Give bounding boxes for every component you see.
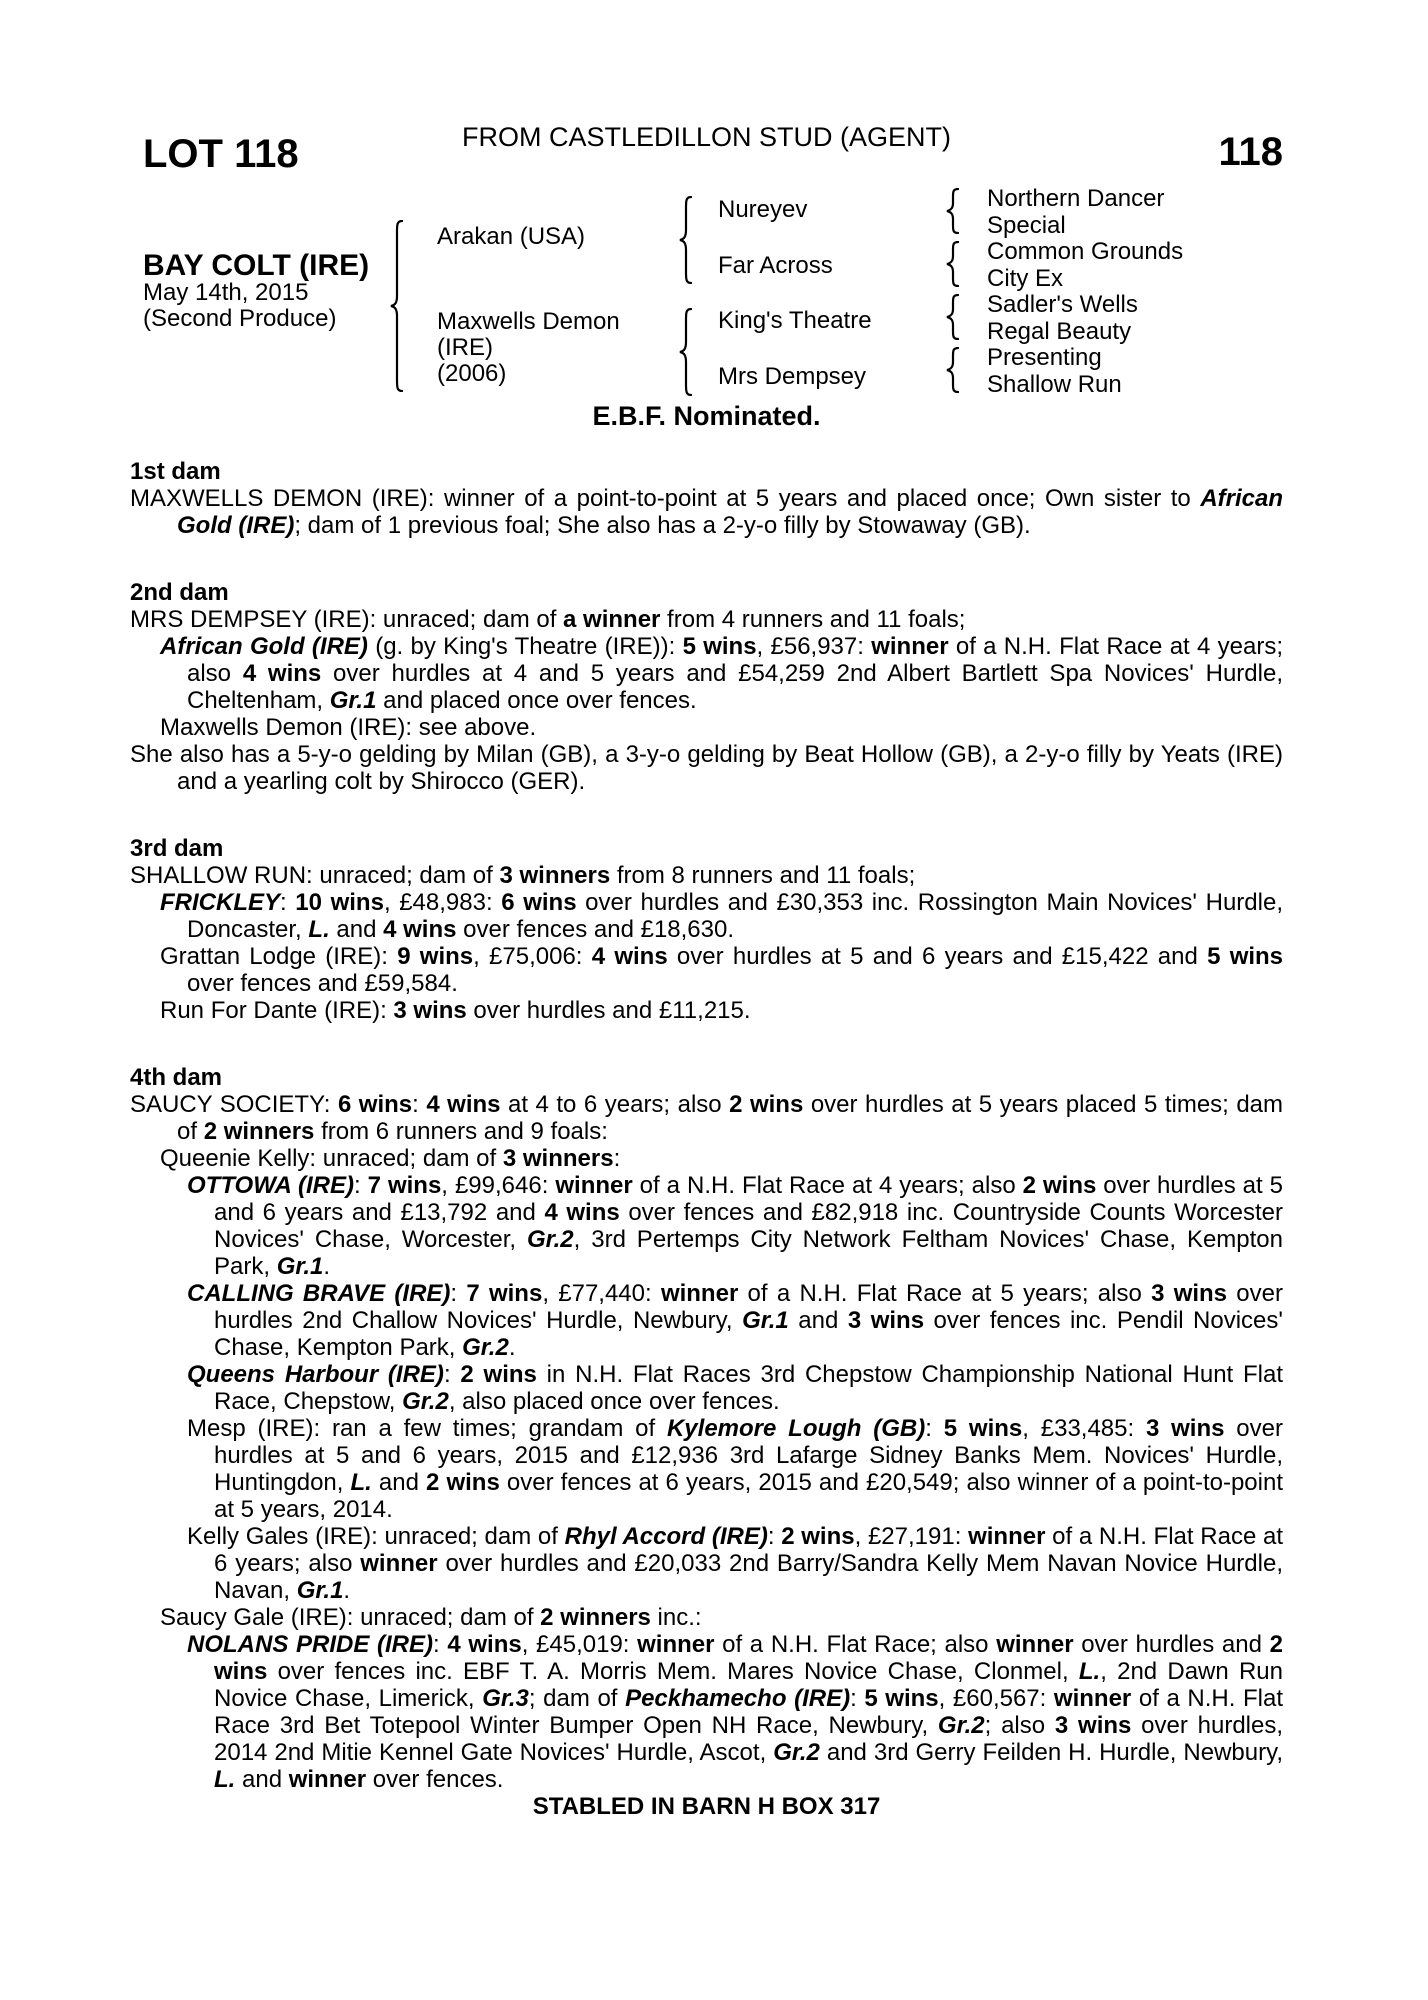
text-segment: : [353, 1172, 368, 1199]
text-segment: of a N.H. Flat Race at 6 years; also [214, 1523, 1284, 1577]
text-segment: L. [214, 1766, 236, 1793]
pedigree-text-paragraph [130, 1604, 1283, 1631]
gen4-name: Shallow Run [987, 371, 1122, 398]
ebf-nominated-note: E.B.F. Nominated. [592, 401, 821, 431]
text-segment: Kylemore Lough (GB) [666, 1415, 926, 1442]
text-segment: 7 wins [466, 1280, 543, 1307]
text-segment: FRICKLEY [160, 889, 280, 916]
text-segment: , £48,983: [383, 889, 502, 916]
text-segment: 3 wins [1151, 1280, 1228, 1307]
pedigree-brace [946, 294, 959, 340]
text-segment: over hurdles at 5 and 6 years and £13,792 and [214, 1172, 1284, 1226]
text-segment: 3 wins [847, 1307, 925, 1334]
subject-name: BAY COLT (IRE) [143, 249, 370, 282]
pedigree-text-paragraph [130, 943, 1283, 997]
text-segment: and placed once over fences. [376, 687, 697, 714]
text-segment: in N.H. Flat Races 3rd Chepstow Championship National Hunt Flat Race, Chepstow, [214, 1361, 1284, 1415]
text-segment: : [450, 1280, 467, 1307]
text-segment: Gr.1 [296, 1577, 344, 1604]
text-segment: Gr.1 [276, 1253, 324, 1280]
catalogue-body [130, 458, 1283, 1820]
text-segment: 2 wins [1022, 1172, 1097, 1199]
text-segment: Queens Harbour (IRE) [187, 1361, 444, 1388]
pedigree-brace [679, 196, 692, 284]
text-segment: . [323, 1253, 331, 1280]
text-segment: (g. by King's Theatre (IRE)): [367, 633, 683, 660]
dam-section-heading: 1st dam [130, 458, 221, 485]
text-segment: African Gold (IRE) [160, 633, 368, 660]
pedigree-text-paragraph [130, 1145, 1283, 1172]
text-segment: 3 wins [393, 997, 467, 1024]
text-segment: SAUCY SOCIETY: [130, 1091, 338, 1118]
pedigree-text-paragraph [130, 997, 1283, 1024]
gen3-dam-sire: King's Theatre [718, 307, 872, 334]
text-segment: and [235, 1766, 289, 1793]
text-segment: 2 wins [729, 1091, 804, 1118]
dam-name-line2: (IRE) [437, 334, 493, 361]
text-segment: winner [871, 633, 949, 660]
text-segment: , 3rd Pertemps City Network Feltham Novices' Chase, Kempton Park, [214, 1226, 1284, 1280]
text-segment: winner [637, 1631, 715, 1658]
text-segment: : [280, 889, 296, 916]
text-segment: SHALLOW RUN: unraced; dam of [130, 862, 500, 889]
text-segment: winner [968, 1523, 1046, 1550]
text-segment: over hurdles and [1073, 1631, 1270, 1658]
text-segment: 9 wins [397, 943, 474, 970]
pedigree-text-paragraph [130, 862, 1283, 889]
text-segment: : [443, 1361, 461, 1388]
text-segment: ; dam of [528, 1685, 626, 1712]
text-segment: winner [555, 1172, 633, 1199]
text-segment: : [850, 1685, 865, 1712]
text-segment: OTTOWA (IRE) [187, 1172, 354, 1199]
text-segment: 2 winners [540, 1604, 651, 1631]
pedigree-brace [679, 308, 692, 396]
gen4-name: Special [987, 212, 1066, 239]
text-segment: 5 wins [943, 1415, 1023, 1442]
pedigree-text-paragraph [130, 741, 1283, 795]
text-segment: winner [360, 1550, 438, 1577]
text-segment: , £75,006: [473, 943, 592, 970]
text-segment: 10 wins [295, 889, 384, 916]
gen3-dam-dam: Mrs Dempsey [718, 363, 867, 390]
dam-name-line3: (2006) [437, 360, 507, 387]
gen4-name: City Ex [987, 265, 1064, 292]
text-segment: 4 wins [426, 1091, 501, 1118]
text-segment: Gr.3 [482, 1685, 529, 1712]
text-segment: and [329, 916, 384, 943]
text-segment: and [371, 1469, 427, 1496]
pedigree-text-paragraph [130, 1631, 1283, 1793]
text-segment: ; also [984, 1712, 1055, 1739]
text-segment: a winner [563, 606, 661, 633]
text-segment: , 2nd Dawn Run Novice Chase, Limerick, [214, 1658, 1283, 1712]
pedigree-text-paragraph [130, 1280, 1283, 1361]
text-segment: Gr.2 [526, 1226, 574, 1253]
text-segment: : [767, 1523, 782, 1550]
consignor-line: FROM CASTLEDILLON STUD (AGENT) [461, 122, 952, 152]
text-segment: . [508, 1334, 516, 1361]
sire-name: Arakan (USA) [437, 223, 586, 250]
text-segment: over hurdles, 2014 2nd Mitie Kennel Gate Novices' Hurdle, Ascot, [214, 1712, 1284, 1766]
text-segment: , £33,485: [1022, 1415, 1146, 1442]
text-segment: Maxwells Demon (IRE): see above. [160, 714, 537, 741]
pedigree-text-paragraph [130, 1523, 1283, 1604]
text-segment: : [433, 1631, 448, 1658]
pedigree-brace [946, 188, 959, 234]
text-segment: , also placed once over fences. [448, 1388, 780, 1415]
pedigree-brace [946, 241, 959, 287]
text-segment: 4 wins [544, 1199, 620, 1226]
text-segment: over hurdles and £20,033 2nd Barry/Sandra Kelly Mem Navan Novice Hurdle, Navan, [214, 1550, 1283, 1604]
text-segment: L. [350, 1469, 372, 1496]
pedigree-brace [390, 220, 403, 392]
text-segment: She also has a 5-y-o gelding by Milan (GB), a 3-y-o gelding by Beat Hollow (GB), a 2-y-o filly by Yeats (IRE) and a yearling colt by Shirocco (GER). [130, 741, 1283, 795]
gen3-sire-dam: Far Across [718, 252, 833, 279]
pedigree-text-paragraph [130, 714, 1283, 741]
dam-section-heading: 2nd dam [130, 579, 229, 606]
gen4-name: Sadler's Wells [987, 291, 1138, 318]
text-segment: , £99,646: [441, 1172, 556, 1199]
text-segment: 6 wins [337, 1091, 413, 1118]
text-segment: NOLANS PRIDE (IRE) [187, 1631, 433, 1658]
pedigree-text-paragraph [130, 1415, 1283, 1523]
text-segment: over fences at 6 years, 2015 and £20,549; also winner of a point-to-point at 5 years, 2014. [214, 1469, 1283, 1523]
text-segment: Gr.2 [462, 1334, 509, 1361]
text-segment: MRS DEMPSEY (IRE): unraced; dam of [130, 606, 564, 633]
text-segment: 3 winners [502, 1145, 614, 1172]
text-segment: over fences inc. Pendil Novices' Chase, Kempton Park, [214, 1307, 1283, 1361]
subject-produce-note: (Second Produce) [143, 305, 337, 332]
text-segment: 4 wins [447, 1631, 522, 1658]
text-segment: and [788, 1307, 848, 1334]
text-segment: 2 wins [460, 1361, 537, 1388]
text-segment: from 4 runners and 11 foals; [660, 606, 966, 633]
text-segment: Kelly Gales (IRE): unraced; dam of [187, 1523, 565, 1550]
text-segment: and 3rd Gerry Feilden H. Hurdle, Newbury, [819, 1739, 1284, 1766]
dam-section-heading: 4th dam [130, 1064, 223, 1091]
gen4-name: Northern Dancer [987, 185, 1165, 212]
text-segment: over hurdles at 5 and 6 years and £15,422 and [667, 943, 1208, 970]
text-segment: over hurdles at 5 years placed 5 times; dam of [177, 1091, 1284, 1145]
pedigree-text-paragraph [130, 633, 1283, 714]
text-segment: over fences and £82,918 inc. Countryside Counts Worcester Novices' Chase, Worcester, [214, 1199, 1283, 1253]
text-segment: over hurdles at 4 and 5 years and £54,259 2nd Albert Bartlett Spa Novices' Hurdle, Cheltenham, [187, 660, 1283, 714]
text-segment: inc.: [650, 1604, 702, 1631]
text-segment: Gr.1 [329, 687, 377, 714]
text-segment: 5 wins [682, 633, 757, 660]
text-segment: 2 wins [781, 1523, 855, 1550]
text-segment: winner [996, 1631, 1074, 1658]
gen3-sire-sire: Nureyev [718, 196, 808, 223]
text-segment: of a N.H. Flat Race at 4 years; also [632, 1172, 1023, 1199]
text-segment: of a N.H. Flat Race; also [714, 1631, 997, 1658]
dam-name-line1: Maxwells Demon [437, 308, 620, 335]
text-segment: MAXWELLS DEMON (IRE): winner of a point-to-point at 5 years and placed once; Own sister to [130, 485, 1201, 512]
lot-number-label: LOT 118 [143, 132, 299, 176]
text-segment: 4 wins [591, 943, 668, 970]
pedigree-text-paragraph [130, 485, 1283, 539]
gen4-name: Presenting [987, 344, 1102, 371]
text-segment: from 8 runners and 11 foals; [610, 862, 916, 889]
text-segment: at 4 to 6 years; also [500, 1091, 730, 1118]
text-segment: , £56,937: [756, 633, 872, 660]
text-segment: 4 wins [383, 916, 457, 943]
pedigree-text-paragraph [130, 1172, 1283, 1280]
text-segment: over fences inc. EBF T. A. Morris Mem. Mares Novice Chase, Clonmel, [267, 1658, 1079, 1685]
text-segment: Gr.2 [402, 1388, 449, 1415]
text-segment: from 6 runners and 9 foals: [314, 1118, 608, 1145]
pedigree-text-paragraph [130, 1361, 1283, 1415]
text-segment: of a N.H. Flat Race 3rd Bet Totepool Winter Bumper Open NH Race, Newbury, [214, 1685, 1284, 1739]
text-segment: Queenie Kelly: unraced; dam of [160, 1145, 503, 1172]
text-segment: winner [660, 1280, 739, 1307]
text-segment: , £60,567: [938, 1685, 1054, 1712]
stabled-location-line: STABLED IN BARN H BOX 317 [532, 1793, 881, 1820]
text-segment: , £77,440: [542, 1280, 661, 1307]
subject-foaling-date: May 14th, 2015 [143, 279, 309, 306]
text-segment: 3 wins [1145, 1415, 1225, 1442]
text-segment: : [925, 1415, 944, 1442]
pedigree-text-paragraph [130, 1091, 1283, 1145]
text-segment: CALLING BRAVE (IRE) [187, 1280, 451, 1307]
text-segment: Mesp (IRE): ran a few times; grandam of [187, 1415, 667, 1442]
dam-section-heading: 3rd dam [130, 835, 224, 862]
pedigree-text-paragraph [130, 889, 1283, 943]
text-segment: 2 wins [214, 1631, 1283, 1685]
text-segment: 3 winners [499, 862, 611, 889]
text-segment: 2 wins [426, 1469, 500, 1496]
text-segment: winner [288, 1766, 367, 1793]
text-segment: Saucy Gale (IRE): unraced; dam of [160, 1604, 541, 1631]
pedigree-text-paragraph [130, 606, 1283, 633]
text-segment: 7 wins [367, 1172, 442, 1199]
text-segment: Gr.2 [773, 1739, 820, 1766]
text-segment: Rhyl Accord (IRE) [564, 1523, 768, 1550]
text-segment: over hurdles at 5 and 6 years, 2015 and £12,936 3rd Lafarge Sidney Banks Mem. Novices' Hurdle, Huntingdon, [214, 1415, 1283, 1496]
text-segment: 2 winners [203, 1118, 315, 1145]
text-segment: 4 wins [242, 660, 322, 687]
text-segment: over fences and £59,584. [187, 970, 458, 997]
text-segment: African Gold (IRE) [177, 485, 1283, 539]
text-segment: Gr.2 [937, 1712, 985, 1739]
text-segment: L. [308, 916, 330, 943]
text-segment: Peckhamecho (IRE) [625, 1685, 851, 1712]
gen4-name: Regal Beauty [987, 318, 1132, 345]
pedigree-brace [946, 347, 959, 393]
text-segment: of a N.H. Flat Race at 5 years; also [738, 1280, 1152, 1307]
text-segment: 6 wins [501, 889, 577, 916]
text-segment: over fences. [366, 1766, 504, 1793]
text-segment: : [613, 1145, 621, 1172]
text-segment: Grattan Lodge (IRE): [160, 943, 398, 970]
text-segment: , £27,191: [854, 1523, 969, 1550]
text-segment: over hurdles and £11,215. [466, 997, 751, 1024]
text-segment: Run For Dante (IRE): [160, 997, 394, 1024]
page-number: 118 [1218, 130, 1283, 174]
text-segment: over hurdles and £30,353 inc. Rossington Main Novices' Hurdle, Doncaster, [187, 889, 1283, 943]
text-segment: of a N.H. Flat Race at 4 years; also [187, 633, 1283, 687]
text-segment: 3 wins [1054, 1712, 1132, 1739]
text-segment: L. [1078, 1658, 1101, 1685]
text-segment: 5 wins [864, 1685, 939, 1712]
text-segment: 5 wins [1207, 943, 1284, 970]
gen4-name: Common Grounds [987, 238, 1184, 265]
text-segment: winner [1053, 1685, 1132, 1712]
text-segment: ; dam of 1 previous foal; She also has a 2-y-o filly by Stowaway (GB). [294, 512, 1031, 539]
text-segment: over fences and £18,630. [456, 916, 735, 943]
text-segment: . [343, 1577, 351, 1604]
text-segment: : [412, 1091, 427, 1118]
text-segment: Gr.1 [742, 1307, 789, 1334]
dam-sections [130, 458, 1283, 1793]
text-segment: , £45,019: [521, 1631, 638, 1658]
text-segment: over hurdles 2nd Challow Novices' Hurdle, Newbury, [214, 1280, 1283, 1334]
